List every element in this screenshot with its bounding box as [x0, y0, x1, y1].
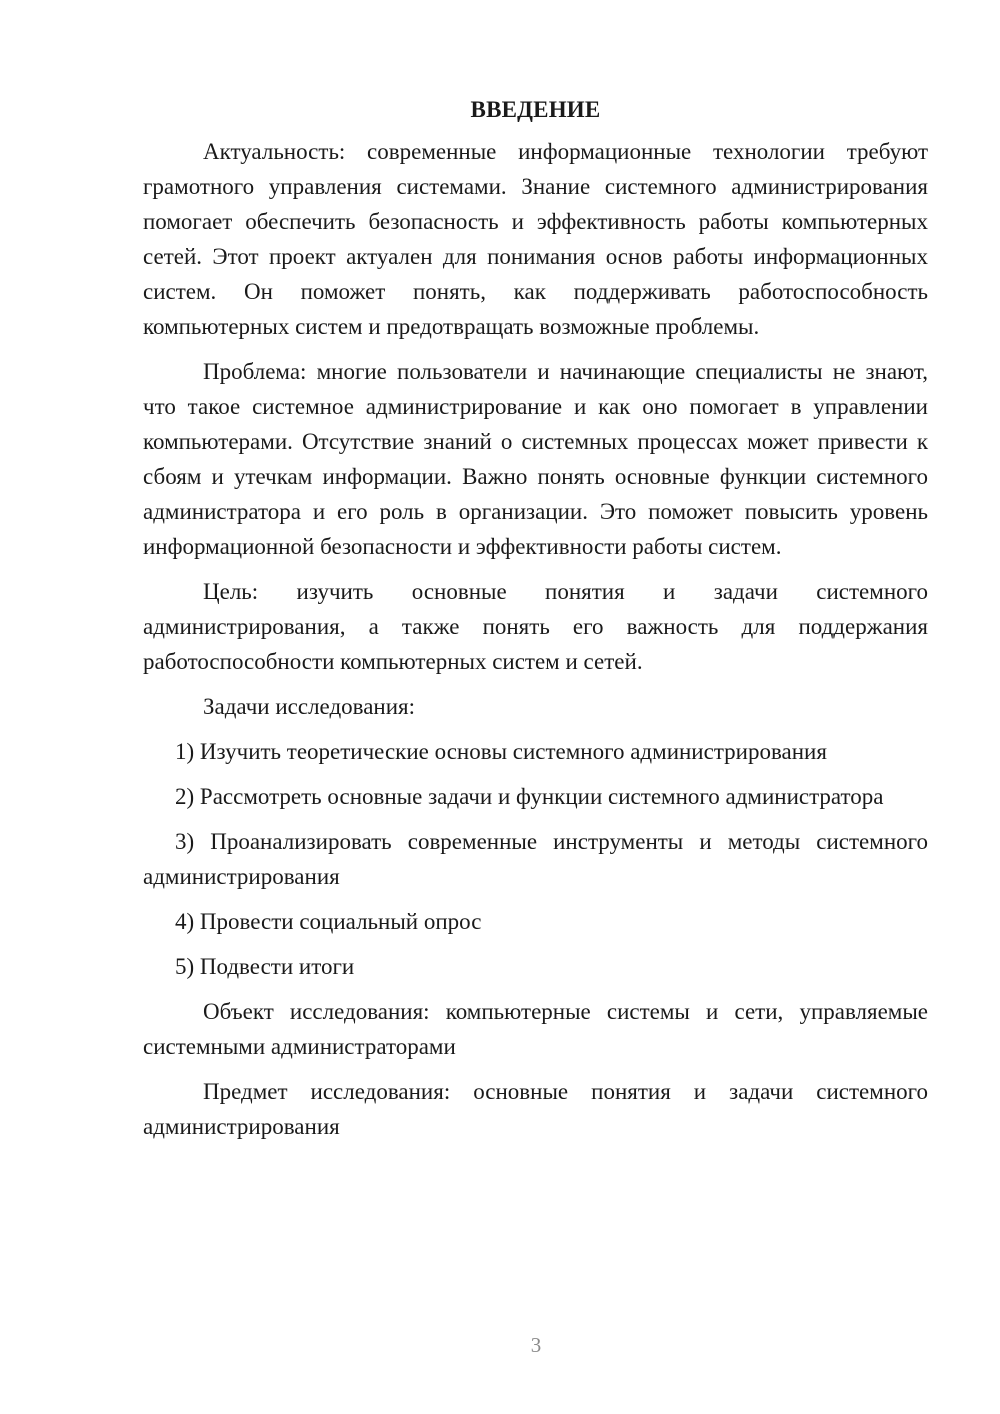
tasks-heading: Задачи исследования:	[203, 694, 416, 719]
task-item: 5) Подвести итоги	[175, 954, 355, 979]
goal-paragraph: Цель: изучить основные понятия и задачи системного администрирования, а также понять его важность для поддержания работоспособности компьютерных систем и сетей.	[143, 579, 928, 674]
object-paragraph: Объект исследования: компьютерные системы и сети, управляемые системными администраторами	[143, 999, 928, 1059]
problem-paragraph: Проблема: многие пользователи и начинающие специалисты не знают, что такое системное администрирование и как оно помогает в управлении компьютерами. Отсутствие знаний о системных процессах может привести к сбоям и утечкам информации. Важно понять основные функции системного администратора и его роль в организации. Это поможет повысить уровень информационной безопасности и эффективности работы систем.	[143, 359, 928, 559]
relevance-paragraph: Актуальность: современные информационные технологии требуют грамотного управления системами. Знание системного администрирования помогает обеспечить безопасность и эффективность работы компьютерных сетей. Этот проект актуален для понимания основ работы информационных систем. Он поможет понять, как поддерживать работоспособность компьютерных систем и предотвращать возможные проблемы.	[143, 139, 928, 339]
page-number: 3	[530, 1333, 542, 1357]
task-item: 2) Рассмотреть основные задачи и функции системного администратора	[175, 784, 884, 809]
task-item: 4) Провести социальный опрос	[175, 909, 482, 934]
subject-paragraph: Предмет исследования: основные понятия и задачи системного администрирования	[143, 1079, 928, 1139]
page-content	[143, 92, 928, 1154]
section-title: ВВЕДЕНИЕ	[470, 97, 601, 122]
task-item: 1) Изучить теоретические основы системного администрирования	[175, 739, 827, 764]
task-item: 3) Проанализировать современные инструменты и методы системного администрирования	[143, 829, 928, 889]
